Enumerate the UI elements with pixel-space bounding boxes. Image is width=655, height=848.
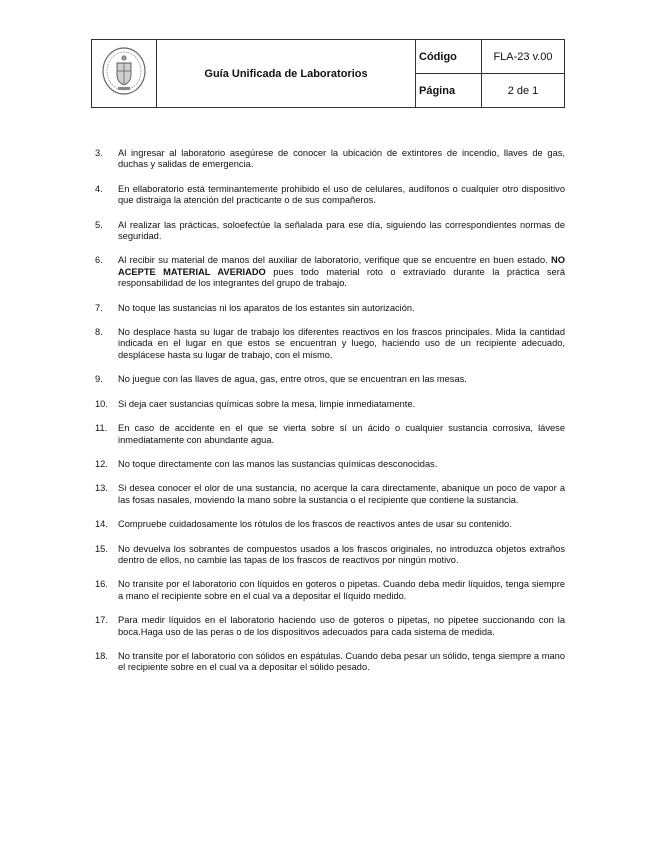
university-seal-icon bbox=[101, 46, 147, 96]
rule-item bbox=[95, 483, 565, 506]
rule-number: 12. bbox=[95, 458, 108, 469]
safety-rules-list bbox=[95, 148, 565, 687]
rule-item bbox=[95, 374, 565, 385]
rule-number: 3. bbox=[95, 148, 103, 158]
rule-item bbox=[95, 651, 565, 674]
rule-text: No transite por el laboratorio con sólidos en espátulas. Cuando deba pesar un sólido, tenga siempre a mano el recipiente sobre en el cual va a depositar el sólido pesado. bbox=[118, 650, 565, 673]
rule-text-before: Al recibir su material de manos del auxiliar de laboratorio, verifique que se encuentre en buen estado. bbox=[118, 255, 552, 266]
rule-item bbox=[95, 184, 565, 207]
rule-number: 18. bbox=[95, 650, 108, 661]
rule-item bbox=[95, 459, 565, 470]
rule-text: Al ingresar al laboratorio asegúrese de conocer la ubicación de extintores de incendio, llaves de gas, duchas y salidas de emergencia. bbox=[118, 148, 565, 170]
rule-item bbox=[95, 544, 565, 567]
rule-text: No toque directamente con las manos las sustancias químicas desconocidas. bbox=[118, 458, 438, 469]
code-value: FLA-23 v.00 bbox=[482, 40, 565, 74]
rule-item bbox=[95, 519, 565, 530]
page-value: 2 de 1 bbox=[482, 74, 565, 108]
rule-text: Compruebe cuidadosamente los rótulos de los frascos de reactivos antes de usar su contenido. bbox=[118, 519, 512, 530]
rule-item bbox=[95, 399, 565, 410]
rule-text: No devuelva los sobrantes de compuestos usados a los frascos originales, no introduzca objetos extraños dentro de ellos, no cambie las tapas de los frascos de reactivos por ningún motivo. bbox=[118, 543, 565, 565]
rule-text: Al realizar las prácticas, soloefectúe la señalada para ese día, siguiendo las correspondientes normas de seguridad. bbox=[118, 219, 565, 242]
rule-text: No juegue con las llaves de agua, gas, entre otros, que se encuentran en las mesas. bbox=[118, 374, 467, 385]
rule-item bbox=[95, 327, 565, 361]
document-header bbox=[91, 39, 565, 108]
university-seal-cell bbox=[92, 40, 157, 108]
rule-text: Para medir líquidos en el laboratorio haciendo uso de goteros o pipetas, no pipetee succionando con la boca.Haga uso de las peras o de los dispositivos adecuados para cada sistema de medida. bbox=[118, 615, 565, 637]
rule-number: 10. bbox=[95, 398, 108, 409]
rule-text: Si deja caer sustancias químicas sobre la mesa, limpie inmediatamente. bbox=[118, 398, 416, 409]
rule-number: 7. bbox=[95, 302, 103, 313]
rule-number: 15. bbox=[95, 543, 108, 554]
rule-number: 14. bbox=[95, 519, 108, 530]
rule-text: En caso de accidente en el que se vierta sobre sí un ácido o cualquier sustancia corrosiva, lávese inmediatamente con abundante agua. bbox=[118, 423, 565, 445]
rule-number: 13. bbox=[95, 483, 108, 494]
rule-item bbox=[95, 255, 565, 289]
rule-warning-bold: NO ACEPTE MATERIAL AVERIADO bbox=[118, 255, 565, 277]
rule-item bbox=[95, 579, 565, 602]
rule-number: 11. bbox=[95, 423, 108, 434]
rule-number: 8. bbox=[95, 327, 103, 338]
rule-item bbox=[95, 220, 565, 243]
rule-number: 6. bbox=[95, 255, 103, 266]
rule-text: En ellaboratorio está terminantemente prohibido el uso de celulares, audífonos o cualquier otro dispositivo que distraiga la atención del practicante o de sus compañeros. bbox=[118, 183, 565, 206]
rule-text: Si desea conocer el olor de una sustancia, no acerque la cara directamente, abanique un poco de vapor a las fosas nasales, moviendo la mano sobre la sustancia o el recipiente que contiene la sustancia. bbox=[118, 483, 565, 505]
rule-number: 17. bbox=[95, 615, 108, 626]
rule-number: 16. bbox=[95, 579, 108, 590]
page-label: Página bbox=[416, 74, 482, 108]
rule-text: No transite por el laboratorio con líquidos en goteros o pipetas. Cuando deba medir líquidos, tenga siempre a mano el recipiente sobre en el cual va a depositar el líquido medido. bbox=[118, 579, 565, 601]
rule-number: 9. bbox=[95, 374, 103, 385]
rule-number: 4. bbox=[95, 183, 103, 194]
rule-text bbox=[118, 255, 565, 289]
rule-item bbox=[95, 423, 565, 446]
rule-text: No desplace hasta su lugar de trabajo los diferentes reactivos en los frascos principales. Mida la cantidad indicada en el lugar en que estos se encuentran y luego, haciendo uso de un recipiente adecuado, desplácese hasta su lugar de trabajo, con el mismo. bbox=[118, 327, 565, 360]
rule-text: No toque las sustancias ni los aparatos de los estantes sin autorización. bbox=[118, 302, 415, 313]
document-title: Guía Unificada de Laboratorios bbox=[157, 40, 416, 108]
rule-item bbox=[95, 148, 565, 171]
rule-item bbox=[95, 615, 565, 638]
rule-number: 5. bbox=[95, 219, 103, 230]
rule-text-after: pues todo material roto o extraviado durante la práctica será responsabilidad de los integrantes del grupo de trabajo. bbox=[118, 266, 565, 289]
rule-item bbox=[95, 303, 565, 314]
code-label: Código bbox=[416, 40, 482, 74]
